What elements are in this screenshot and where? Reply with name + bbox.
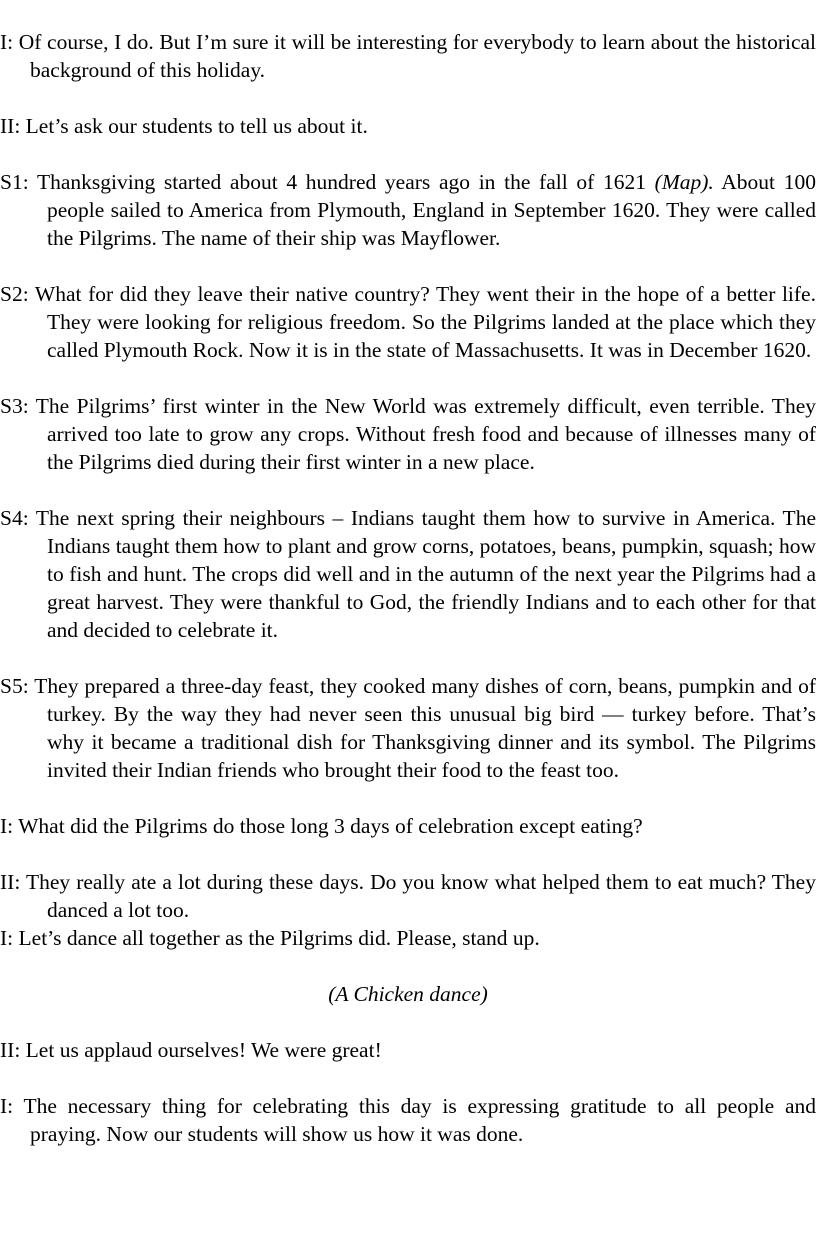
speaker-label: S4: xyxy=(0,506,29,530)
dialogue-text: Of course, I do. But I’m sure it will be interesting for everybody to learn about the historical background of this holiday. xyxy=(18,30,816,82)
stage-direction: (Map). xyxy=(654,170,714,194)
dialogue-line xyxy=(0,868,816,924)
dialogue-text: What did the Pilgrims do those long 3 days of celebration except eating? xyxy=(18,814,643,838)
dialogue-line xyxy=(0,1092,816,1148)
dialogue-line xyxy=(0,112,816,140)
speaker-label: II: xyxy=(0,1038,21,1062)
dialogue-line xyxy=(0,280,816,364)
dialogue-text: They really ate a lot during these days. Do you know what helped them to eat much? They danced a lot too. xyxy=(25,870,816,922)
dialogue-text: They prepared a three-day feast, they cooked many dishes of corn, beans, pumpkin and of turkey. By the way they had never seen this unusual big bird — turkey before. That’s why it became a traditional dish for Thanksgiving dinner and its symbol. The Pilgrims invited their Indian friends who brought their food to the feast too. xyxy=(34,674,816,782)
dialogue-line xyxy=(0,392,816,476)
speaker-label: S2: xyxy=(0,282,29,306)
speaker-label: II: xyxy=(0,114,21,138)
dialogue-line xyxy=(0,924,816,952)
dialogue-line xyxy=(0,168,816,252)
dialogue-text: What for did they leave their native country? They went their in the hope of a better life. They were looking for religious freedom. So the Pilgrims landed at the place which they called Plymouth Rock. Now it is in the state of Massachusetts. It was in December 1620. xyxy=(34,282,816,362)
dialogue-text: The Pilgrims’ first winter in the New World was extremely difficult, even terrible. They arrived too late to grow any crops. Without fresh food and because of illnesses many of the Pilgrims died during their first winter in a new place. xyxy=(35,394,816,474)
dialogue-text: The next spring their neighbours – Indians taught them how to survive in America. The Indians taught them how to plant and grow corns, potatoes, beans, pumpkin, squash; how to fish and hunt. The crops did well and in the autumn of the next year the Pilgrims had a great harvest. They were thankful to God, the friendly Indians and to each other for that and decided to celebrate it. xyxy=(35,506,816,642)
dialogue-text-continued: About 100 people sailed to America from Plymouth, England in September 1620. They were called the Pilgrims. The name of their ship was Mayflower. xyxy=(47,170,816,250)
speaker-label: S5: xyxy=(0,674,29,698)
speaker-label: II: xyxy=(0,870,21,894)
dialogue-text: Let’s ask our students to tell us about it. xyxy=(25,114,368,138)
speaker-label: S1: xyxy=(0,170,29,194)
speaker-label: I: xyxy=(0,30,14,54)
speaker-label: I: xyxy=(0,1094,14,1118)
document-body xyxy=(0,28,816,1176)
speaker-label: S3: xyxy=(0,394,29,418)
dialogue-line xyxy=(0,672,816,784)
dialogue-line xyxy=(0,504,816,644)
speaker-label: I: xyxy=(0,814,14,838)
stage-direction-centered: (A Chicken dance) xyxy=(328,982,488,1006)
dialogue-text: The necessary thing for celebrating this day is expressing gratitude to all people and praying. Now our students will show us how it was done. xyxy=(23,1094,816,1146)
dialogue-line xyxy=(0,1036,816,1064)
dialogue-line xyxy=(0,812,816,840)
dialogue-line xyxy=(0,28,816,84)
speaker-label: I: xyxy=(0,926,14,950)
dialogue-text: Let us applaud ourselves! We were great! xyxy=(25,1038,382,1062)
dialogue-text: Thanksgiving started about 4 hundred years ago in the fall of 1621 xyxy=(36,170,646,194)
dialogue-text: Let’s dance all together as the Pilgrims did. Please, stand up. xyxy=(18,926,540,950)
